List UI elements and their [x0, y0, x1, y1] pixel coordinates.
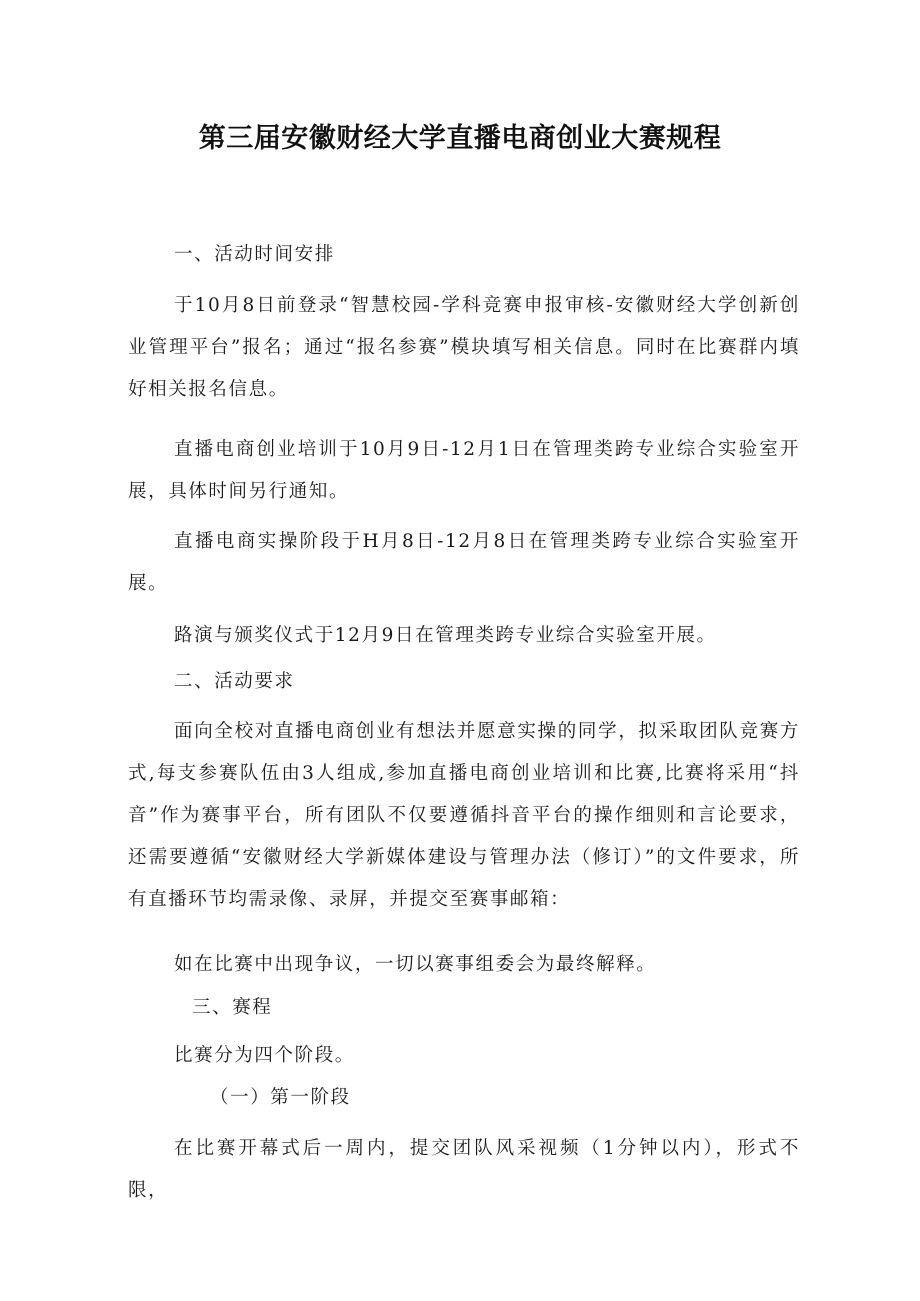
paragraph-roadshow: 路演与颁奖仪式于12月9日在管理类跨专业综合实验室开展。: [174, 625, 717, 646]
section-heading-requirements: 二、活动要求: [174, 671, 295, 692]
paragraph-requirements: 面向全校对直播电商创业有想法并愿意实操的同学，拟采取团队竞赛方式,每支参赛队伍由3人组成,参加直播电商创业培训和比赛,比赛将采用“抖音”作为赛事平台，所有团队不仅要遵循抖音平台的操作细则和言论要求，还需要遵循“安徽财经大学新媒体建设与管理办法（修订）”的文件要求，所有直播环节均需录像、录屏，并提交至赛事邮箱：: [128, 721, 800, 910]
paragraph-registration: 于10月8日前登录“智慧校园-学科竞赛申报审核-安徽财经大学创新创业管理平台”报名；通过“报名参赛”模块填写相关信息。同时在比赛群内填好相关报名信息。: [128, 295, 800, 400]
paragraph-practice: 直播电商实操阶段于H月8日-12月8日在管理类跨专业综合实验室开展。: [128, 531, 800, 594]
section-heading-schedule: 一、活动时间安排: [174, 244, 335, 265]
paragraph-dispute: 如在比赛中出现争议，一切以赛事组委会为最终解释。: [174, 954, 657, 975]
paragraph-stages: 比赛分为四个阶段。: [174, 1045, 355, 1066]
paragraph-training: 直播电商创业培训于10月9日-12月1日在管理类跨专业综合实验室开展，具体时间另行通知。: [128, 439, 800, 502]
paragraph-stage-one: 在比赛开幕式后一周内，提交团队风采视频（1分钟以内），形式不限，: [128, 1138, 800, 1201]
document-title: 第三届安徽财经大学直播电商创业大赛规程: [198, 123, 722, 154]
section-heading-schedule-stages: 三、赛程: [192, 997, 273, 1018]
subsection-heading-stage-one: （一）第一阶段: [210, 1087, 351, 1108]
